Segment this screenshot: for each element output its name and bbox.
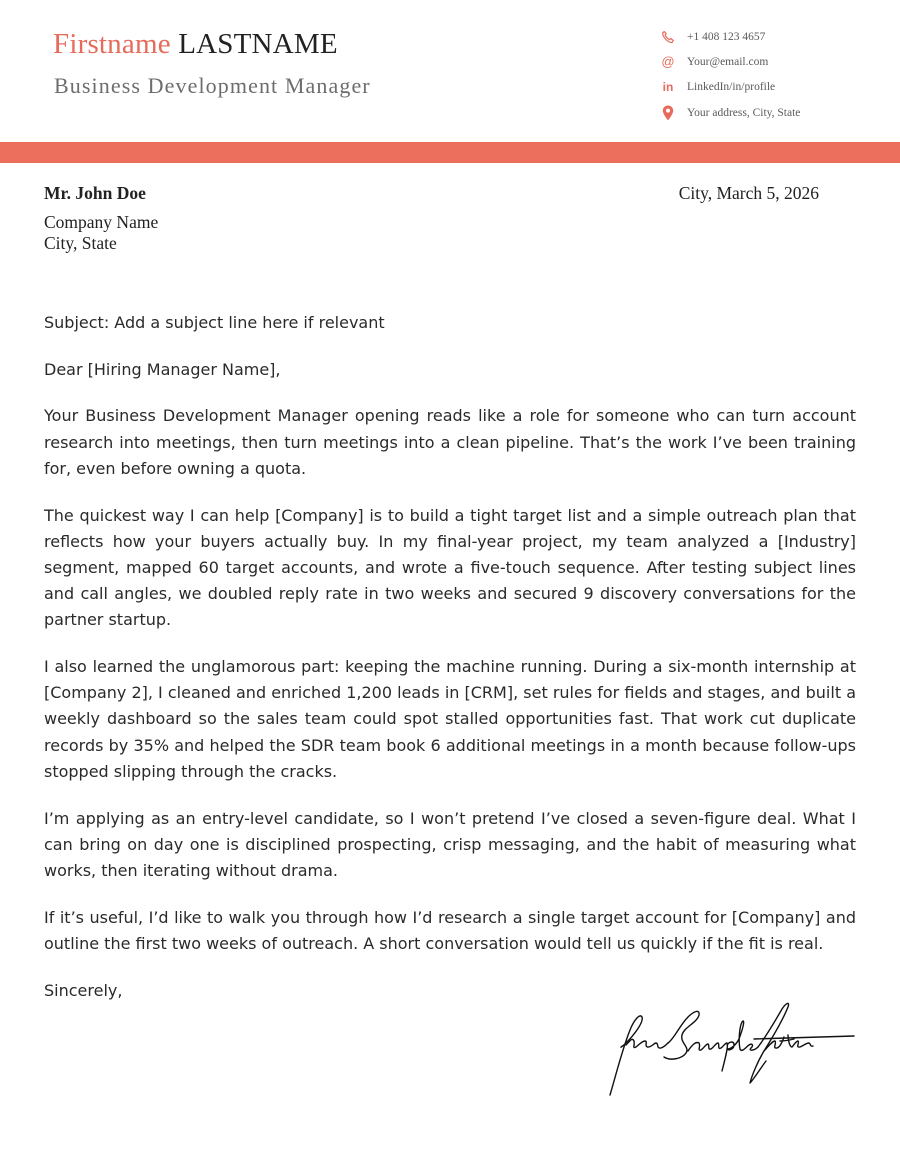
body-paragraph: I also learned the unglamorous part: keeping the machine running. During a six-month internship at [Company 2], I cleaned and enriched 1,200 leads in [CRM], set rules for fields and stages, and built a weekly dashboard so the sales team could spot stalled opportunities fast. That work cut duplicate records by 35% and helped the SDR team book 6 additional meetings in a month because follow-ups stopped slipping through the cracks. — [44, 657, 856, 781]
email-text[interactable]: Your@email.com — [687, 55, 769, 68]
body-paragraph: I’m applying as an entry-level candidate, so I won’t pretend I’ve closed a seven-figure deal. What I can bring on day one is disciplined prospecting, crisp messaging, and the habit of measuring what works, then iterating without drama. — [44, 808, 856, 880]
contact-block — [660, 24, 890, 125]
first-name: Firstname — [53, 28, 171, 60]
accent-bar — [0, 142, 900, 163]
linkedin-icon: in — [662, 80, 674, 95]
body-paragraph: Your Business Development Manager opening reads like a role for someone who can turn account research into meetings, then turn meetings into a clean pipeline. That’s the work I’ve been training for, even before owning a quota. — [44, 406, 856, 478]
letter-date: City, March 5, 2026 — [678, 183, 819, 203]
job-title: Business Development Manager — [54, 73, 371, 98]
contact-address — [660, 100, 890, 125]
phone-text: +1 408 123 4657 — [687, 30, 766, 43]
letter-body — [44, 310, 856, 1024]
contact-phone — [660, 24, 890, 49]
recipient-company: Company Name — [44, 212, 159, 232]
contact-linkedin — [660, 75, 890, 100]
closing: Sincerely, — [44, 980, 123, 1000]
last-name: LASTNAME — [178, 28, 338, 60]
recipient-name: Mr. John Doe — [44, 183, 146, 203]
subject-line: Subject: Add a subject line here if relevant — [44, 313, 385, 332]
linkedin-text[interactable]: LinkedIn/in/profile — [687, 81, 776, 94]
recipient-block — [44, 183, 158, 254]
body-paragraph: The quickest way I can help [Company] is to build a tight target list and a simple outreach plan that reflects how your buyers actually buy. In my final-year project, my team analyzed a [Industry] segment, mapped 60 target accounts, and wrote a five-touch sequence. After testing subject lines and call angles, we doubled reply rate in two weeks and secured 9 discovery conversations for the partner startup. — [44, 505, 856, 630]
applicant-name — [53, 28, 338, 61]
phone-icon — [660, 29, 676, 45]
location-icon — [660, 105, 676, 121]
address-text: Your address, City, State — [687, 106, 801, 119]
contact-email — [660, 49, 890, 74]
email-icon: @ — [661, 54, 675, 70]
recipient-city-state: City, State — [44, 233, 117, 253]
body-paragraph: If it’s useful, I’d like to walk you through how I’d research a single target account for [Company] and outline the first two weeks of outreach. A short conversation would tell us quickly if the fit is real. — [44, 907, 856, 953]
signature-image — [604, 995, 864, 1105]
salutation: Dear [Hiring Manager Name], — [44, 359, 281, 379]
